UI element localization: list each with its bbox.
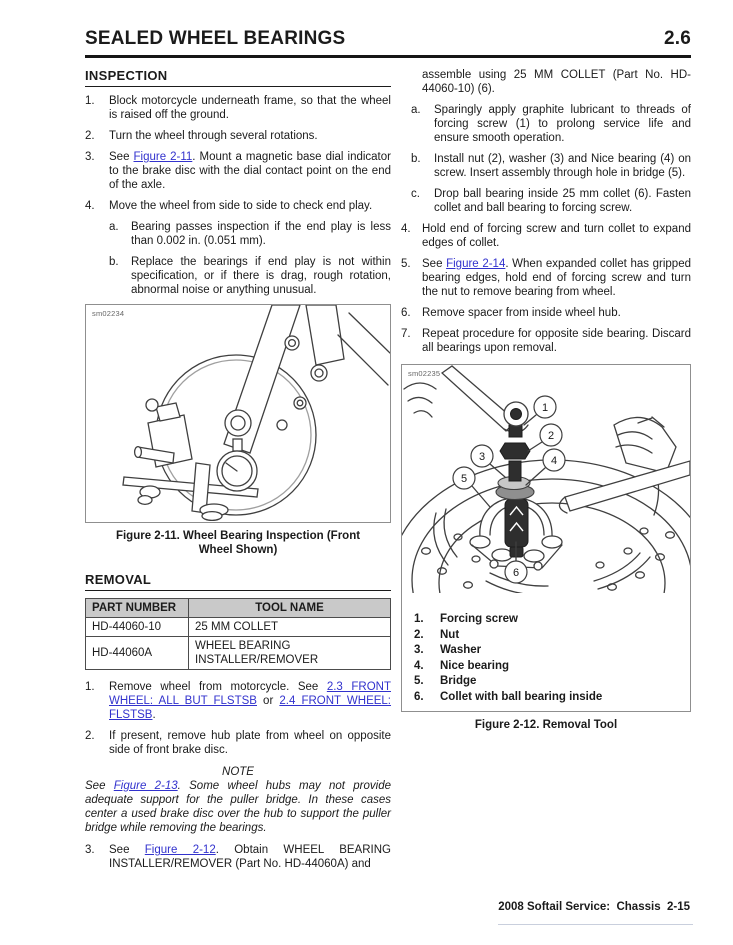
table-row: HD-44060-10 25 MM COLLET: [86, 618, 391, 637]
wheel-bearing-inspection-drawing: [86, 305, 390, 522]
table-header-row: [86, 599, 391, 618]
svg-text:1: 1: [541, 402, 549, 414]
right-column: [401, 68, 691, 871]
list-item: 3. See Figure 2-11. Mount a magnetic base dial indicator to the brake disc with the dial contact point on the end of the axle.: [85, 151, 391, 191]
list-subitem: a. Sparingly apply graphite lubricant to threads of forcing screw (1) to prolong service life and ensure smooth operation.: [411, 104, 691, 144]
list-subitem: a. Bearing passes inspection if the end play is less than 0.002 in. (0.051 mm).: [109, 221, 391, 247]
left-column: [85, 68, 391, 871]
figure-2-14-link[interactable]: Figure 2-14: [446, 258, 506, 270]
header-rule: [85, 55, 691, 58]
legend-item: 5. Bridge: [414, 675, 477, 687]
legend-item: 3. Washer: [414, 644, 482, 656]
svg-text:3: 3: [478, 451, 486, 463]
footer-rule: [498, 924, 693, 925]
callout-3: [471, 445, 493, 467]
inspection-heading: INSPECTION: [85, 68, 391, 87]
callout-6: [505, 561, 527, 583]
page-header: [85, 28, 691, 50]
list-item: 5. See Figure 2-14. When expanded collet has gripped bearing edges, hold end of forcing screw and turn the nut to remove bearing from wheel.: [401, 258, 691, 298]
list-item: 1. Block motorcycle underneath frame, so that the wheel is raised off the ground.: [85, 95, 391, 121]
list-item: 3. See Figure 2-12. Obtain WHEEL BEARING INSTALLER/REMOVER (Part No. HD-44060A) and: [85, 844, 391, 870]
callout-4: [543, 449, 565, 471]
tool-table: [85, 598, 391, 670]
front-wheel-flstsb-link[interactable]: 2.4 FRONT WHEEL: FLSTSB: [109, 695, 392, 721]
figure-2-11-caption: Figure 2-11. Wheel Bearing Inspection (Front Wheel Shown): [115, 530, 361, 556]
col-tool-name: TOOL NAME: [189, 599, 391, 618]
legend-item: 1. Forcing screw: [414, 613, 518, 625]
section-number: 2.6: [663, 28, 691, 49]
callout-2: [540, 424, 562, 446]
figure-2-13-link[interactable]: Figure 2-13: [113, 780, 178, 792]
figure-image-label: sm02235: [408, 369, 441, 378]
note-label: NOTE: [222, 766, 254, 778]
list-item: 7. Repeat procedure for opposite side bearing. Discard all bearings upon removal.: [401, 328, 691, 354]
list-item: 6. Remove spacer from inside wheel hub.: [401, 307, 621, 319]
removal-tool-drawing: [402, 365, 690, 593]
table-row: HD-44060A WHEEL BEARING INSTALLER/REMOVER: [86, 637, 391, 670]
callout-5: [453, 467, 475, 489]
legend-item: 4. Nice bearing: [414, 659, 510, 672]
col-part-number: PART NUMBER: [86, 599, 189, 618]
svg-text:6: 6: [512, 567, 520, 579]
removal-heading: REMOVAL: [85, 572, 391, 591]
list-item: 4. Move the wheel from side to side to check end play.: [85, 200, 373, 212]
list-subitem: c. Drop ball bearing inside 25 mm collet (6). Fasten collet and ball bearing to forcing screw.: [411, 188, 691, 214]
list-item: 2. Turn the wheel through several rotations.: [85, 130, 318, 142]
list-subitem: b. Install nut (2), washer (3) and Nice bearing (4) on screw. Insert assembly through hole in bridge (5).: [411, 153, 691, 179]
figure-2-11: [85, 304, 391, 523]
legend-item: 2. Nut: [414, 628, 460, 641]
svg-text:4: 4: [550, 455, 558, 467]
continuation-paragraph: assemble using 25 MM COLLET (Part No. HD-44060-10) (6).: [422, 69, 691, 95]
front-wheel-all-but-flstsb-link[interactable]: 2.3 FRONT WHEEL: ALL BUT FLSTSB: [109, 681, 391, 707]
figure-image-label: sm02234: [92, 309, 125, 318]
list-item: 1. Remove wheel from motorcycle. See 2.3 FRONT WHEEL: ALL BUT FLSTSB or 2.4 FRONT WHEEL: FLSTSB.: [85, 681, 392, 721]
legend-item: 6. Collet with ball bearing inside: [414, 690, 603, 703]
note-text: See Figure 2-13. Some wheel hubs may not provide adequate support for the puller bridge. In these cases center a used brake disc over the hub to support the puller bridge while removing the bearings.: [85, 780, 391, 834]
figure-2-12-caption: Figure 2-12. Removal Tool: [474, 719, 618, 731]
list-item: 2. If present, remove hub plate from wheel on opposite side of front brake disc.: [85, 730, 391, 756]
figure-2-12: [401, 364, 691, 712]
page-title: SEALED WHEEL BEARINGS: [85, 28, 346, 49]
svg-text:5: 5: [460, 473, 468, 485]
list-subitem: b. Replace the bearings if end play is not within specification, or if there is drag, rough rotation, abnormal noise or anything unusual.: [109, 256, 391, 296]
figure-2-11-link[interactable]: Figure 2-11: [133, 151, 193, 163]
callout-1: [534, 396, 556, 418]
page-footer: 2008 Softail Service: Chassis 2-15: [498, 901, 690, 913]
svg-text:2: 2: [547, 430, 555, 442]
figure-2-12-link[interactable]: Figure 2-12: [144, 844, 216, 856]
list-item: 4. Hold end of forcing screw and turn collet to expand edges of collet.: [401, 223, 691, 249]
figure-2-12-legend: [402, 598, 690, 711]
